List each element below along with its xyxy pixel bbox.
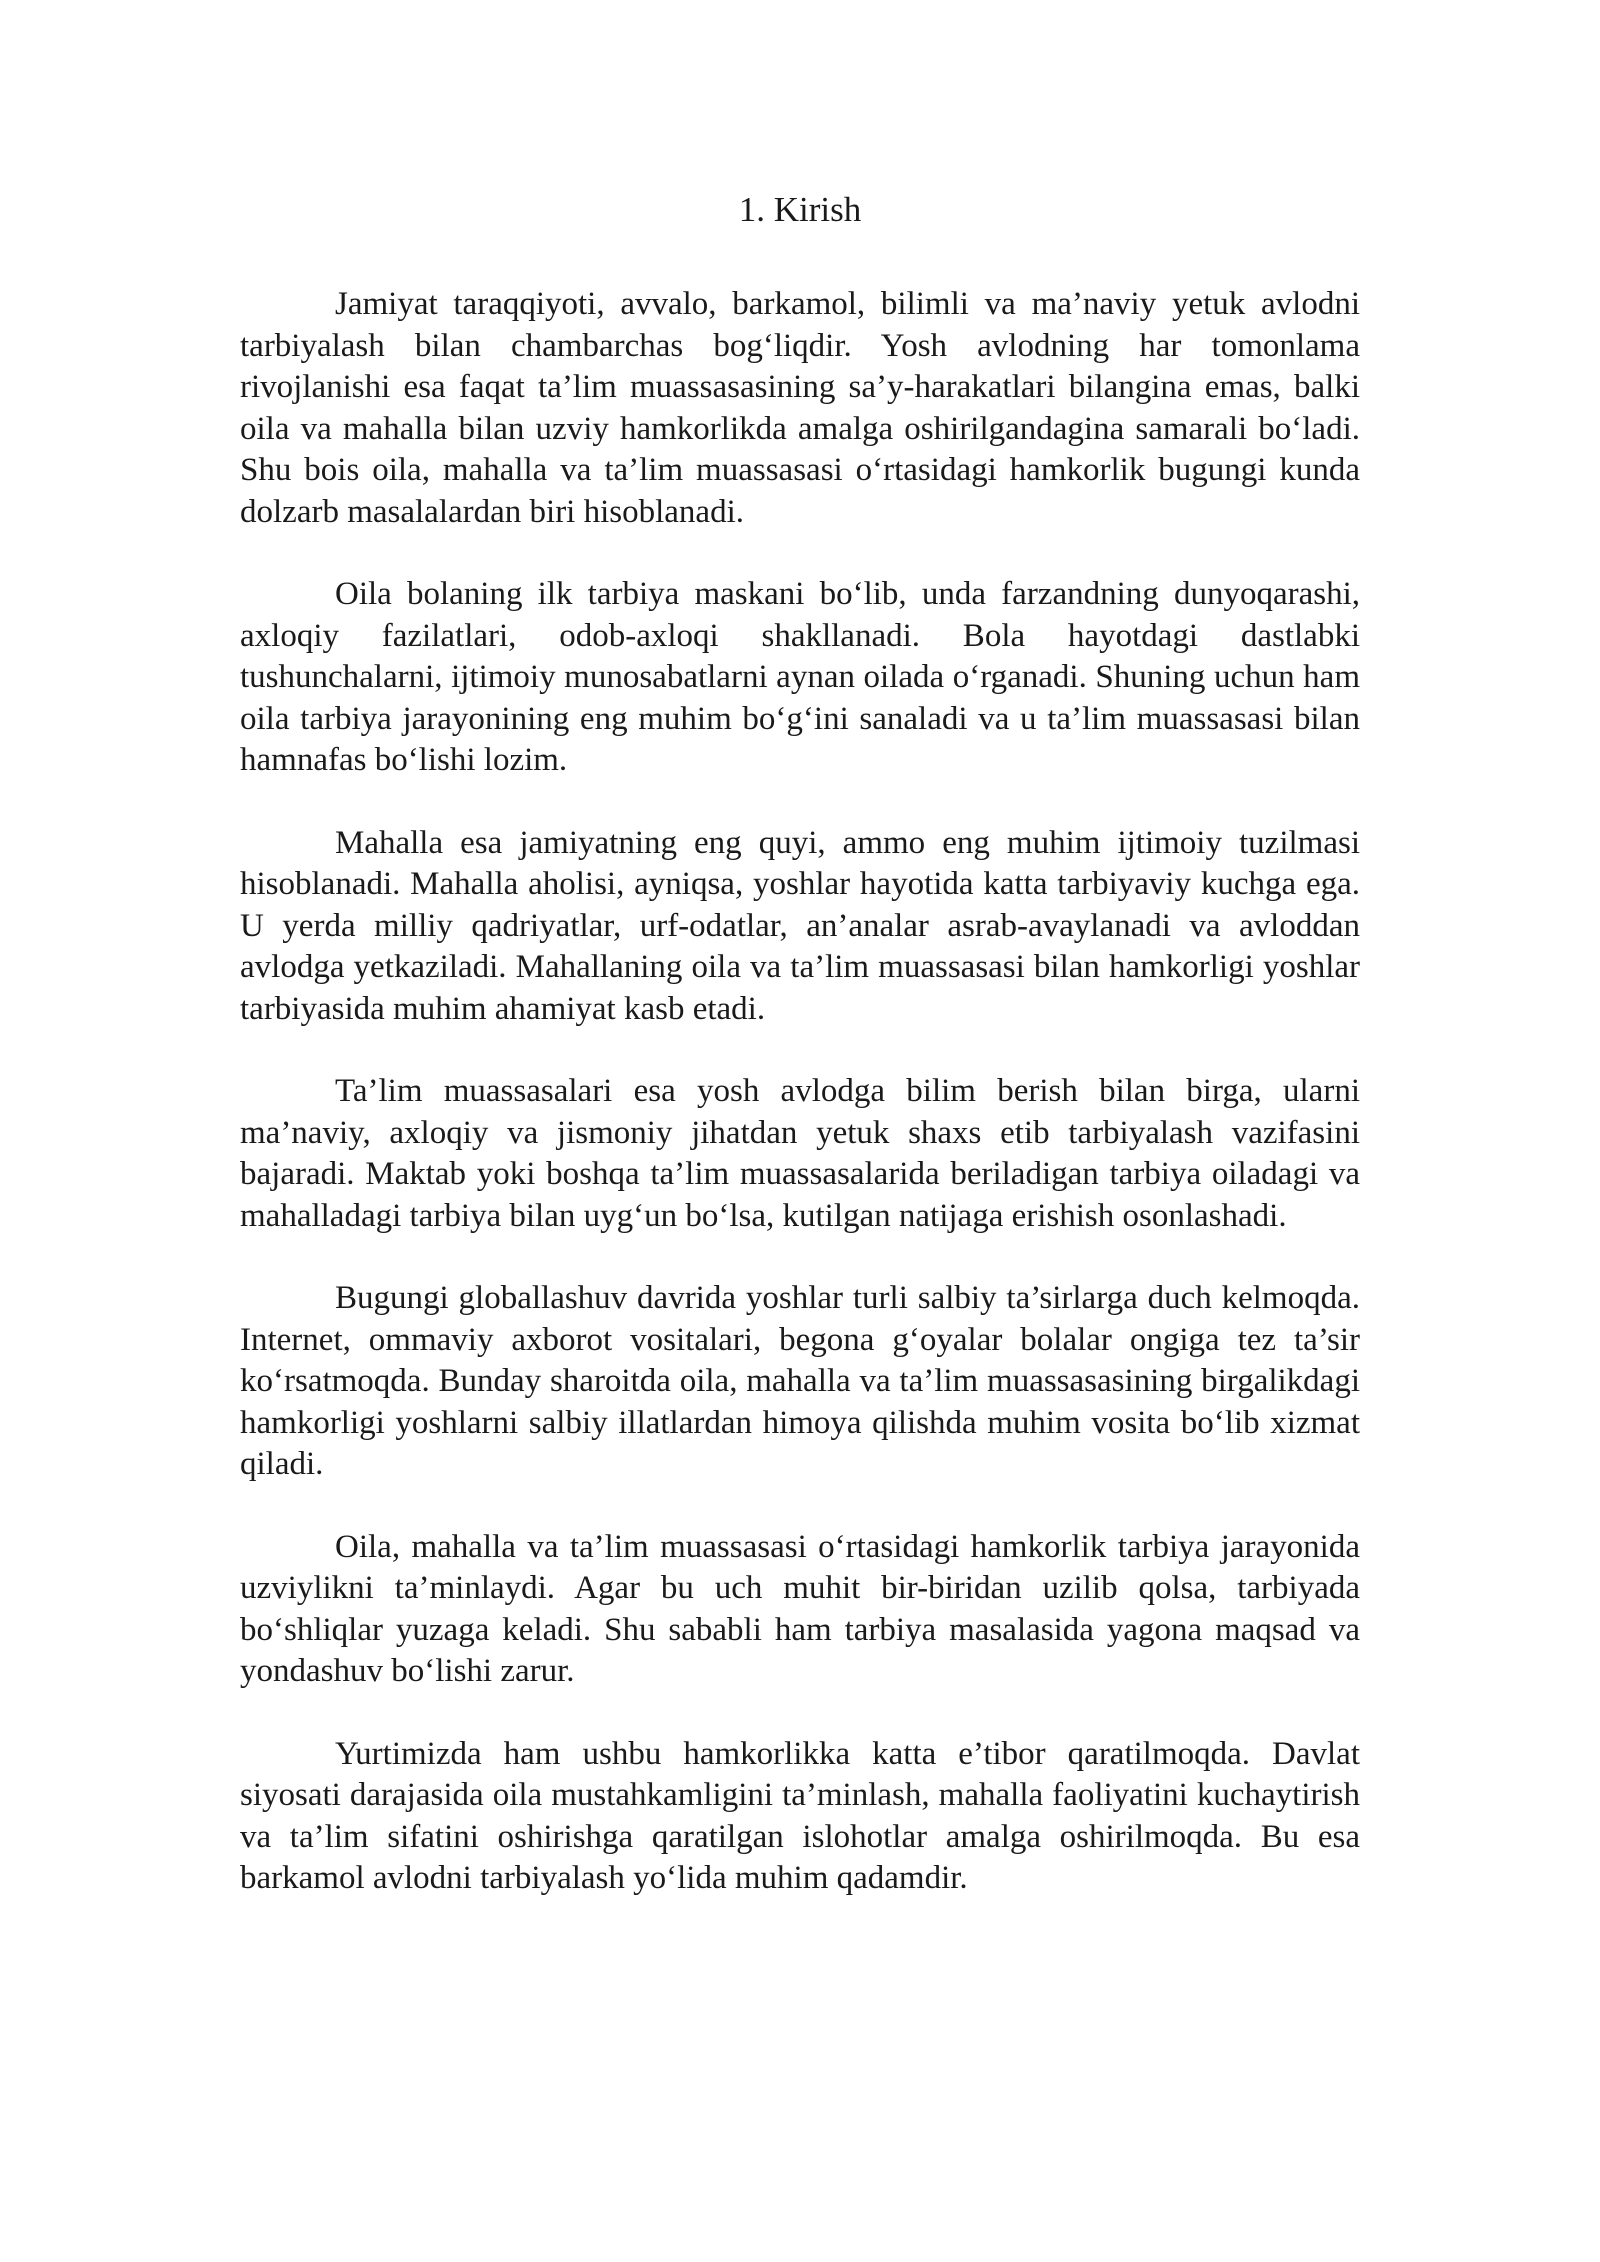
- section-title: 1. Kirish: [738, 190, 862, 229]
- paragraph-4: Ta’lim muassasalari esa yosh avlodga bilim berish bilan birga, ularni ma’naviy, axloqiy va jismoniy jihatdan yetuk shaxs etib tarbiyalash vazifasini bajaradi. Maktab yoki boshqa ta’lim muassasalarida beriladigan tarbiya oiladagi va mahalladagi tarbiya bilan uyg‘un bo‘lsa, kutilgan natijaga erishish osonlashadi.: [240, 1073, 1360, 1234]
- paragraph-2: Oila bolaning ilk tarbiya maskani bo‘lib, unda farzandning dunyoqarashi, axloqiy fazilatlari, odob-axloqi shakllanadi. Bola hayotdagi dastlabki tushunchalarni, ijtimoiy munosabatlarni aynan oilada o‘rganadi. Shuning uchun ham oila tarbiya jarayonining eng muhim bo‘g‘ini sanaladi va u ta’lim muassasasi bilan hamnafas bo‘lishi lozim.: [240, 576, 1360, 778]
- paragraph-6: Oila, mahalla va ta’lim muassasasi o‘rtasidagi hamkorlik tarbiya jarayonida uzviylikni ta’minlaydi. Agar bu uch muhit bir-biridan uzilib qolsa, tarbiyada bo‘shliqlar yuzaga keladi. Shu sababli ham tarbiya masalasida yagona maqsad va yondashuv bo‘lishi zarur.: [240, 1528, 1360, 1689]
- paragraph-3: Mahalla esa jamiyatning eng quyi, ammo eng muhim ijtimoiy tuzilmasi hisoblanadi. Mahalla aholisi, ayniqsa, yoshlar hayotida katta tarbiyaviy kuchga ega. U yerda milliy qadriyatlar, urf-odatlar, an’analar asrab-avaylanadi va avloddan avlodga yetkaziladi. Mahallaning oila va ta’lim muassasasi bilan hamkorligi yoshlar tarbiyasida muhim ahamiyat kasb etadi.: [240, 824, 1360, 1027]
- paragraph-5: Bugungi globallashuv davrida yoshlar turli salbiy ta’sirlarga duch kelmoqda. Internet, ommaviy axborot vositalari, begona g‘oyalar bolalar ongiga tez ta’sir ko‘rsatmoqda. Bunday sharoitda oila, mahalla va ta’lim muassasasining birgalikdagi hamkorligi yoshlarni salbiy illatlardan himoya qilishda muhim vosita bo‘lib xizmat qiladi.: [240, 1280, 1360, 1482]
- document-body: [240, 188, 1360, 1900]
- paragraph-1: Jamiyat taraqqiyoti, avvalo, barkamol, bilimli va ma’naviy yetuk avlodni tarbiyalash bilan chambarchas bog‘liqdir. Yosh avlodning har tomonlama rivojlanishi esa faqat ta’lim muassasasining sa’y-harakatlari bilangina emas, balki oila va mahalla bilan uzviy hamkorlikda amalga oshirilgandagina samarali bo‘ladi. Shu bois oila, mahalla va ta’lim muassasasi o‘rtasidagi hamkorlik bugungi kunda dolzarb masalalardan biri hisoblanadi.: [240, 286, 1360, 530]
- paragraph-7: Yurtimizda ham ushbu hamkorlikka katta e’tibor qaratilmoqda. Davlat siyosati darajasida oila mustahkamligini ta’minlash, mahalla faoliyatini kuchaytirish va ta’lim sifatini oshirishga qaratilgan islohotlar amalga oshirilmoqda. Bu esa barkamol avlodni tarbiyalash yo‘lida muhim qadamdir.: [240, 1735, 1360, 1896]
